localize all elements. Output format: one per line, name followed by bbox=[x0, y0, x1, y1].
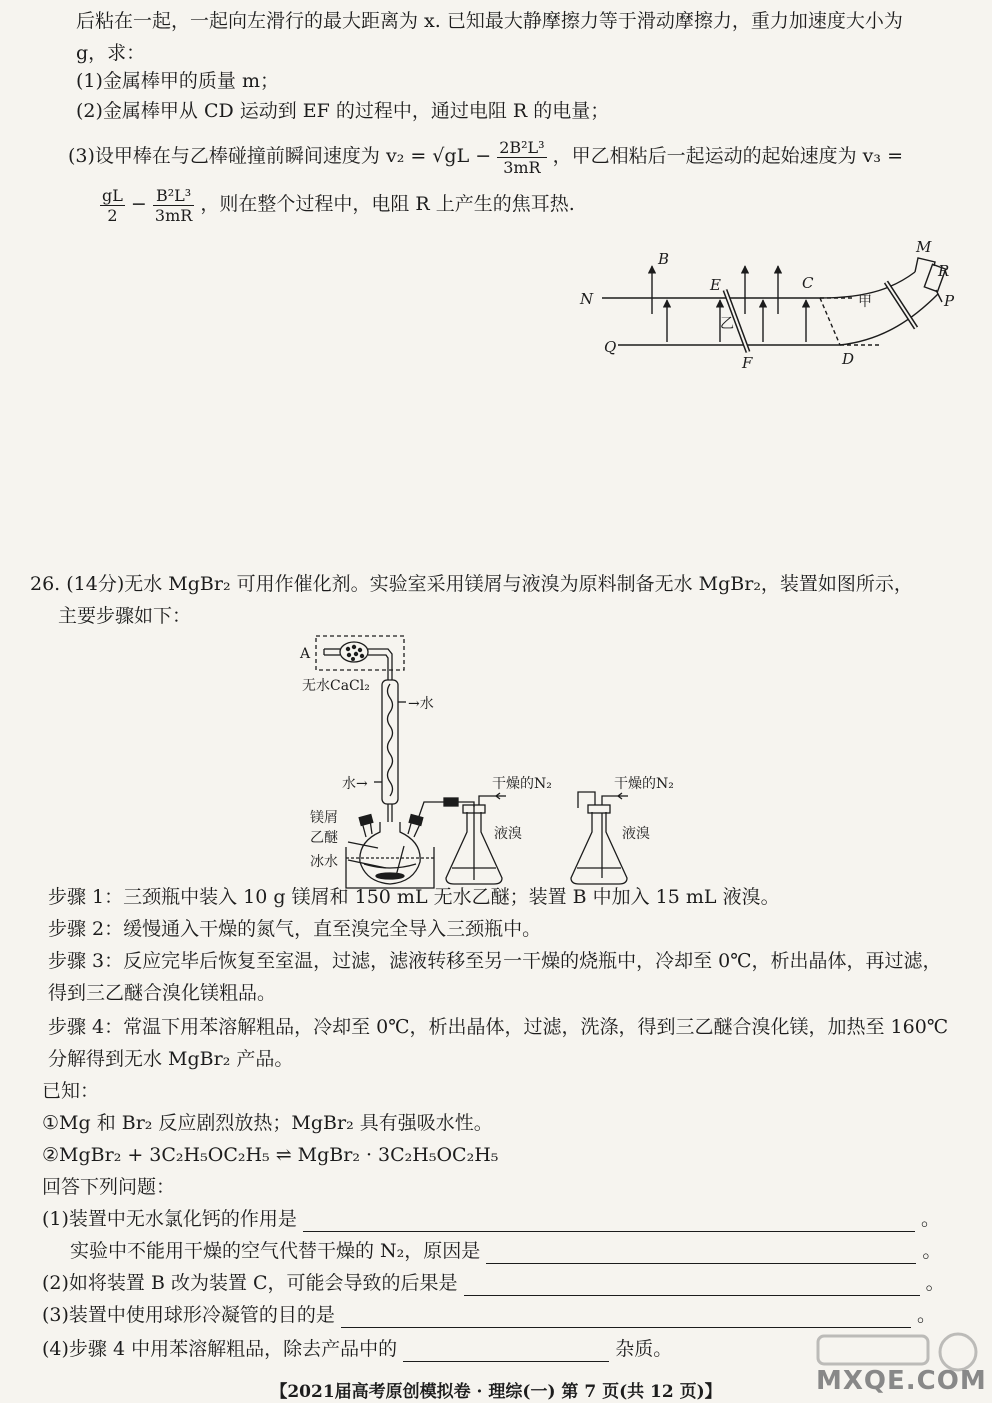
q26-a1b-row bbox=[70, 1238, 941, 1264]
rails-diagram bbox=[570, 232, 970, 394]
a1b-period: 。 bbox=[922, 1240, 942, 1262]
q25-item3 bbox=[68, 134, 903, 178]
watermark-text: MXQE.COM bbox=[816, 1366, 987, 1396]
q26-a2: (2)如将装置 B 改为装置 C，可能会导致的后果是 bbox=[42, 1272, 458, 1294]
label-yi: 乙 bbox=[720, 316, 734, 332]
label-D: D bbox=[842, 350, 855, 368]
q26-step3a: 步骤 3：反应完毕后恢复至室温，过滤，滤液转移至另一干燥的烧瓶中，冷却至 0℃，析出晶体，再过滤， bbox=[48, 950, 942, 972]
q25-item3b-frac2-den: 3mR bbox=[154, 205, 193, 225]
label-R: R bbox=[938, 262, 950, 280]
label-A: A bbox=[300, 646, 311, 662]
q25-item3b-frac1-den: 2 bbox=[107, 205, 118, 225]
a4-answer-blank[interactable] bbox=[403, 1339, 609, 1362]
a1-answer-blank[interactable] bbox=[303, 1209, 915, 1232]
q26-a4-post: 杂质。 bbox=[615, 1338, 673, 1360]
condenser-bulbs bbox=[388, 684, 393, 796]
q25-item3b-minus: − bbox=[130, 193, 147, 215]
q25-item3b-frac2-num: B²L³ bbox=[153, 186, 194, 206]
a2-period: 。 bbox=[925, 1272, 945, 1294]
label-M: M bbox=[916, 238, 932, 256]
q25-item3b-frac2 bbox=[153, 186, 194, 225]
label-water-out: →水 bbox=[408, 696, 434, 712]
q25-item3-fraction bbox=[497, 138, 546, 177]
a1b-answer-blank[interactable] bbox=[486, 1241, 916, 1264]
q25-item3b-frac1-num: gL bbox=[102, 185, 123, 205]
q26-known1: ①Mg 和 Br₂ 反应剧烈放热；MgBr₂ 具有强吸水性。 bbox=[42, 1112, 493, 1134]
label-ether: 乙醚 bbox=[310, 830, 338, 846]
q25-item3b-post: ，则在整个过程中，电阻 R 上产生的焦耳热. bbox=[200, 193, 575, 215]
label-jia: 甲 bbox=[858, 294, 872, 310]
q25-item3b bbox=[100, 182, 575, 226]
q26-known2: ②MgBr₂ + 3C₂H₅OC₂H₅ ⇌ MgBr₂ · 3C₂H₅OC₂H₅ bbox=[42, 1144, 499, 1166]
label-B: B bbox=[658, 250, 670, 268]
a1-period: 。 bbox=[921, 1208, 941, 1230]
label-N: N bbox=[580, 290, 594, 308]
q25-item3-frac-num: 2B²L³ bbox=[499, 137, 545, 157]
q25-item3-post: ，甲乙相粘后一起运动的起始速度为 v₃ = bbox=[552, 145, 903, 167]
q26-a3-row bbox=[42, 1302, 936, 1328]
label-water-in: 水→ bbox=[342, 776, 368, 792]
q26-intro2: 主要步骤如下： bbox=[58, 605, 192, 627]
label-Q: Q bbox=[604, 338, 617, 356]
label-cacl2: 无水CaCl₂ bbox=[302, 678, 370, 694]
q26-a2-row bbox=[42, 1270, 945, 1296]
label-F: F bbox=[742, 354, 753, 372]
q26-step1: 步骤 1：三颈瓶中装入 10 g 镁屑和 150 mL 无水乙醚；装置 B 中加入 15 mL 液溴。 bbox=[48, 886, 780, 908]
a3-period: 。 bbox=[917, 1304, 937, 1326]
q26-a3: (3)装置中使用球形冷凝管的目的是 bbox=[42, 1304, 335, 1326]
label-icewater: 冰水 bbox=[310, 854, 338, 870]
label-n2-c: 干燥的N₂ bbox=[614, 776, 674, 792]
label-br-c: 液溴 bbox=[622, 826, 650, 842]
page-footer: 【2021届高考原创模拟卷 · 理综(一) 第 7 页(共 12 页)】 bbox=[270, 1382, 722, 1402]
q26-step2: 步骤 2：缓慢通入干燥的氮气，直至溴完全导入三颈瓶中。 bbox=[48, 918, 542, 940]
q26-step4a: 步骤 4：常温下用苯溶解粗品，冷却至 0℃，析出晶体，过滤，洗涤，得到三乙醚合溴化镁，加热至 160℃ bbox=[48, 1016, 949, 1038]
a3-answer-blank[interactable] bbox=[341, 1305, 911, 1328]
label-mg: 镁屑 bbox=[310, 810, 338, 826]
label-P: P bbox=[944, 292, 955, 310]
q26-step4b: 分解得到无水 MgBr₂ 产品。 bbox=[48, 1048, 294, 1070]
q25-line1: 后粘在一起，一起向左滑行的最大距离为 x. 已知最大静摩擦力等于滑动摩擦力，重力加速度大小为 bbox=[76, 10, 903, 32]
q25-item3-pre: (3)设甲棒在与乙棒碰撞前瞬间速度为 v₂ = √gL − bbox=[68, 145, 492, 167]
q26-intro1: 26. (14分)无水 MgBr₂ 可用作催化剂。实验室采用镁屑与液溴为原料制备无水 MgBr₂，装置如图所示， bbox=[30, 573, 913, 595]
label-n2-b: 干燥的N₂ bbox=[492, 776, 552, 792]
q26-known: 已知： bbox=[42, 1080, 100, 1102]
q25-line2: g，求： bbox=[76, 42, 146, 64]
q26-a4-row bbox=[42, 1336, 672, 1362]
flask-c bbox=[571, 812, 627, 884]
label-E: E bbox=[710, 276, 721, 294]
q26-a1-row bbox=[42, 1206, 940, 1232]
q26-answer: 回答下列问题： bbox=[42, 1176, 176, 1198]
q25-item1: (1)金属棒甲的质量 m； bbox=[76, 70, 279, 92]
label-C: C bbox=[802, 274, 814, 292]
q26-a1: (1)装置中无水氯化钙的作用是 bbox=[42, 1208, 297, 1230]
curve-bottom bbox=[840, 294, 938, 345]
label-br-b: 液溴 bbox=[494, 826, 522, 842]
apparatus-diagram bbox=[296, 632, 676, 890]
q26-step3b: 得到三乙醚合溴化镁粗品。 bbox=[48, 982, 277, 1004]
q25-item2: (2)金属棒甲从 CD 运动到 EF 的过程中，通过电阻 R 的电量； bbox=[76, 100, 610, 122]
a2-answer-blank[interactable] bbox=[464, 1273, 920, 1296]
q26-a1b: 实验中不能用干燥的空气代替干燥的 N₂，原因是 bbox=[70, 1240, 481, 1262]
q25-item3-frac-den: 3mR bbox=[503, 157, 541, 177]
q25-item3b-frac1 bbox=[100, 186, 125, 225]
q26-a4: (4)步骤 4 中用苯溶解粗品，除去产品中的 bbox=[42, 1338, 398, 1360]
